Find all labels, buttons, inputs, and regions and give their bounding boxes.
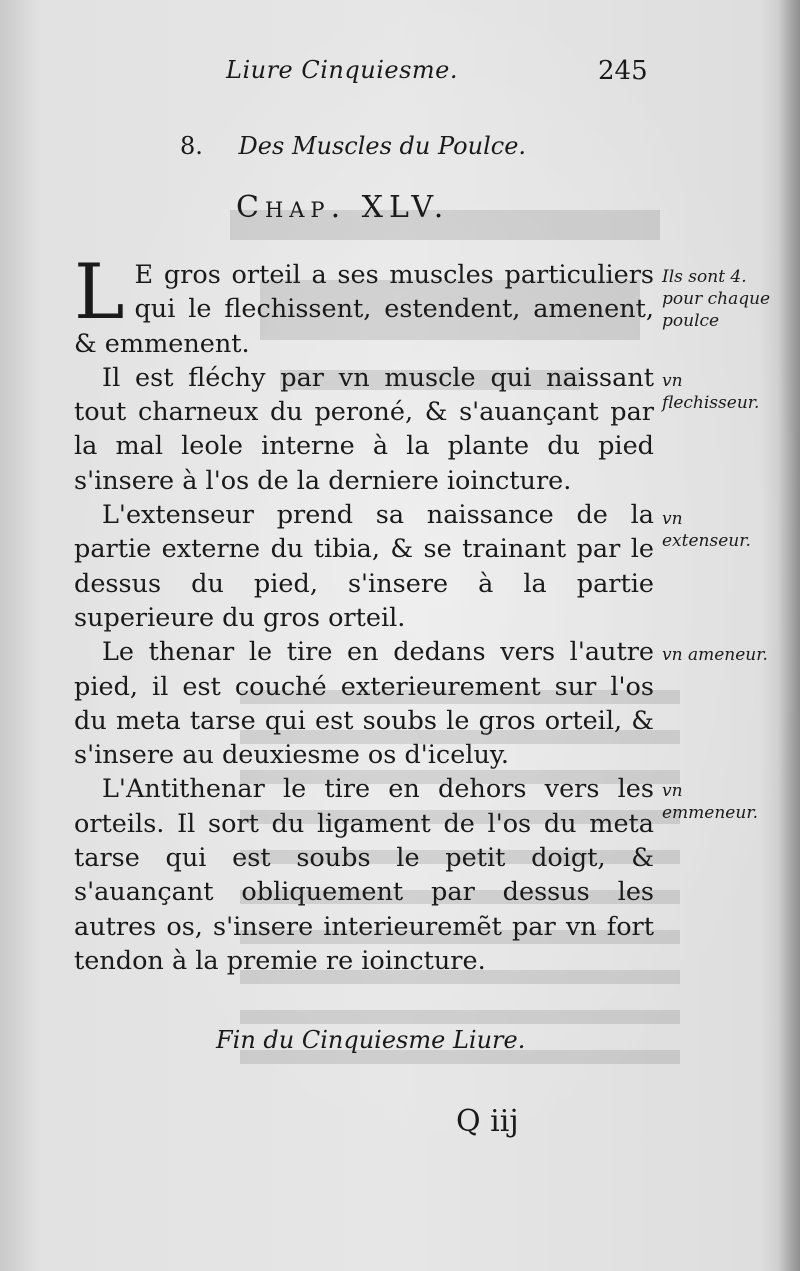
running-title: Liure Cinquiesme. [226,56,458,84]
paragraph-1-text: E gros orteil a ses muscles particuliers qui le flechissent, estendent, amenent, & emmenent. [74,260,654,359]
section-heading [180,132,526,160]
page-number: 245 [598,56,648,86]
paragraph-5: L'Antithenar le tire en dehors vers les orteils. Il sort du ligament de l'os du meta tarse qui est soubs le petit doigt, & s'auançant obliquement par dessus les autres os, s'insere interieuremẽt par vn fort tendon à la premie re ioincture. [74,774,654,976]
finis-line: Fin du Cinquiesme Liure. [216,1026,526,1054]
margin-note-flexor: vn flechisseur. [662,371,760,413]
margin-note-count: Ils sont 4. pour chaque poulce [662,267,771,331]
page-edge-shadow [778,0,800,1271]
margin-note-extensor: vn extenseur. [662,509,751,551]
margin-note-adductor: vn ameneur. [662,645,768,665]
paragraph-3: L'extenseur prend sa naissance de la partie externe du tibia, & se trainant par le dessus du pied, s'insere à la partie superieure du gros orteil. [74,500,654,633]
section-number: 8. [180,132,203,160]
paragraph-1 [74,247,654,361]
section-title: Des Muscles du Poulce. [238,132,527,160]
drop-cap: L [74,247,125,336]
chapter-heading: Chap. XLV. [236,190,450,225]
margin-note-abductor: vn emmeneur. [662,781,758,823]
signature-mark: Q iij [456,1104,519,1139]
paragraph-2: Il est fléchy par vn muscle qui naissant tout charneux du peroné, & s'auançant par la mal leole interne à la plante du pied s'insere à l'os de la derniere ioincture. [74,362,654,496]
body-text [74,247,654,978]
paragraph-4: Le thenar le tire en dedans vers l'autre pied, il est couché exterieurement sur l'os du meta tarse qui est soubs le gros orteil, & s'insere au deuxiesme os d'iceluy. [74,637,654,771]
